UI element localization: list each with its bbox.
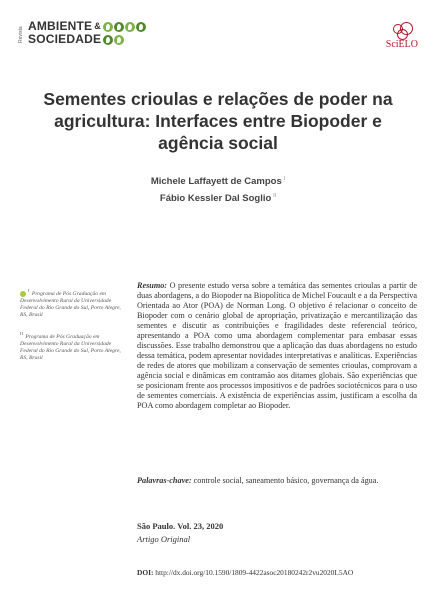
scielo-rings-icon: [390, 22, 414, 40]
publication-location: São Paulo. Vol. 23, 2020: [137, 521, 224, 531]
author-name: Fábio Kessler Dal Soglio: [159, 193, 272, 205]
leaf-icon: [103, 35, 113, 45]
leaf-icon: [114, 35, 124, 45]
leaf-icon: [125, 22, 135, 32]
logo-revista-label: Revista: [18, 26, 24, 44]
abstract-text: O presente estudo versa sobre a temática das sementes crioulas a partir de duas abordagens, a do Biopoder na Biopolítica de Michel Foucault e a da Perspectiva Orientada ao Ator (POA) de Norman Long. O objetivo é relacionar o conceito de Biopoder com o cenário global de apropriação, privatização e mercantilização das sementes e discutir as contribuições e fragilidades deste referencial teórico, apresentando a POA como uma abordagem complementar para embasar essas discussões. Esse trabalho demonstrou que a aplicação das duas abordagens no estudo dessa temática, podem apresentar novidades interpretativas e analíticas. Experiências de redes de atores que mobilizam a conservação de sementes crioulas, comprovam a agência social e dinâmicas em contramão aos ditames globais. São experiências que se posicionam frente aos processos impositivos e de padrões sociotécnicos para o uso de sementes comerciais. A existência de experiências assim, justificam a escolha da POA como abordagem completar ao Biopoder.: [137, 281, 417, 410]
abstract: [137, 281, 417, 411]
doi-label: DOI:: [137, 568, 154, 577]
logo-word-sociedade: SOCIEDADE: [28, 32, 102, 46]
affiliation-mark: I: [28, 288, 30, 293]
orcid-icon[interactable]: [20, 291, 26, 297]
affiliation-1: [20, 287, 124, 320]
publication-info: [137, 521, 417, 545]
leaf-icon: [103, 22, 113, 32]
scielo-logo[interactable]: [386, 22, 418, 50]
author-mark: II: [273, 193, 277, 200]
affiliation-text: Programa de Pós Graduação em Desenvolvimento Rural da Universidade Federal do Rio Grande do Sul, Porto Alegre, RS, Brasil: [20, 333, 121, 362]
keywords-label: Palavras-chave:: [137, 476, 192, 485]
scielo-wordmark: SciELO: [385, 39, 418, 50]
abstract-label: Resumo:: [137, 281, 168, 290]
logo-ampersand: &: [94, 21, 101, 31]
affiliation-2: [20, 330, 124, 363]
journal-logo[interactable]: [28, 20, 146, 46]
logo-word-ambiente: AMBIENTE: [28, 19, 93, 33]
article-type: Artigo Original: [137, 534, 191, 544]
logo-line-sociedade: [28, 33, 146, 46]
keywords: [137, 476, 417, 486]
author-2[interactable]: [100, 189, 336, 206]
doi-link[interactable]: http://dx.doi.org/10.1590/1809-4422asoc20180242r2vu2020L5AO: [155, 568, 354, 577]
leaf-icon: [114, 22, 124, 32]
article-title: Sementes crioulas e relações de poder na agricultura: Interfaces entre Biopoder e agência social: [43, 89, 393, 153]
author-list: [100, 172, 336, 206]
leaf-icons: [103, 35, 124, 45]
author-mark: I: [283, 176, 286, 182]
author-name: Michele Laffayett de Campos: [150, 176, 282, 188]
affiliation-mark: II: [20, 331, 23, 336]
keywords-text: controle social, saneamento básico, governança da água.: [193, 476, 379, 485]
affiliation-text: Programa de Pós Graduação em Desenvolvimento Rural da Universidade Federal do Rio Grande do Sul, Porto Alegre, RS, Brasil: [20, 290, 121, 319]
doi-line: [137, 568, 427, 578]
leaf-icon: [136, 22, 146, 32]
journal-header: [18, 14, 418, 58]
author-1[interactable]: [100, 172, 336, 189]
leaf-icons: [103, 22, 146, 32]
